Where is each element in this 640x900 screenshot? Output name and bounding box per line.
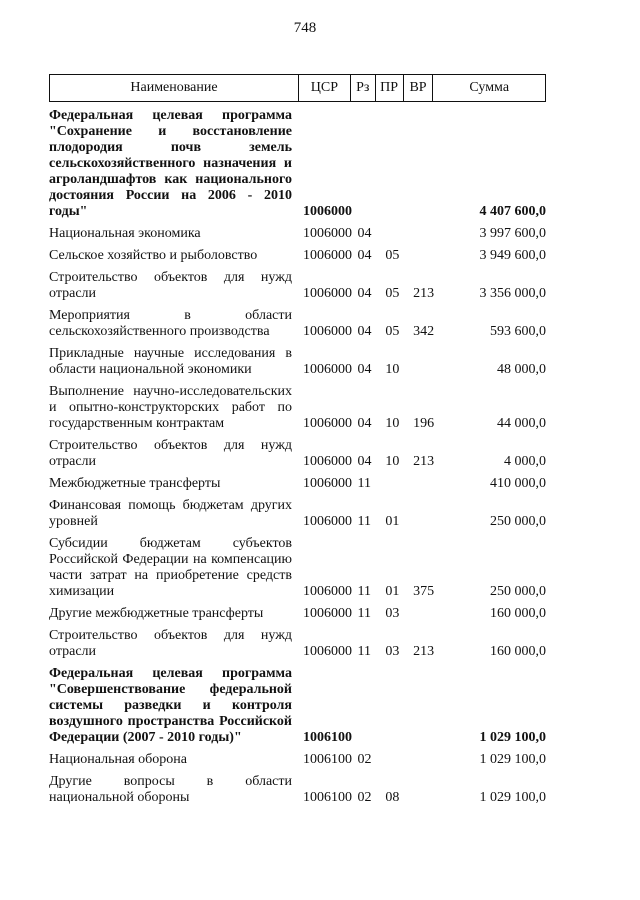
cell-csr: 1006000	[303, 644, 352, 659]
header-vr: ВР	[403, 75, 433, 101]
cell-rz: 11	[357, 514, 372, 529]
cell-pr: 01	[385, 584, 400, 599]
table-row	[49, 536, 546, 600]
cell-sum: 250 000,0	[489, 584, 546, 599]
table-row	[49, 308, 546, 340]
header-rz: Рз	[350, 75, 375, 101]
cell-rz: 04	[357, 416, 372, 431]
cell-pr: 05	[385, 286, 400, 301]
cell-csr: 1006000	[303, 204, 352, 219]
cell-pr: 10	[385, 416, 400, 431]
cell-csr: 1006000	[303, 606, 352, 621]
cell-vr: 196	[413, 416, 435, 431]
cell-sum: 44 000,0	[496, 416, 546, 431]
cell-name: Другие вопросы в области национальной обороны	[49, 774, 292, 805]
header-csr: ЦСР	[298, 75, 350, 101]
header-name: Наименование	[130, 80, 218, 95]
cell-pr: 01	[385, 514, 400, 529]
cell-rz: 04	[357, 226, 372, 241]
cell-pr: 03	[385, 606, 400, 621]
cell-name: Мероприятия в области сельскохозяйственного производства	[49, 308, 292, 339]
cell-sum: 48 000,0	[496, 362, 546, 377]
cell-vr: 213	[413, 454, 435, 469]
table-row	[49, 384, 546, 432]
cell-rz: 11	[357, 644, 372, 659]
cell-sum: 160 000,0	[489, 606, 546, 621]
header-sum: Сумма	[432, 75, 545, 101]
cell-pr: 08	[385, 790, 400, 805]
cell-rz: 11	[357, 606, 372, 621]
cell-sum: 160 000,0	[489, 644, 546, 659]
budget-table	[49, 74, 546, 812]
cell-rz: 04	[357, 324, 372, 339]
cell-csr: 1006000	[303, 514, 352, 529]
cell-csr: 1006000	[303, 584, 352, 599]
program-row	[49, 666, 546, 746]
cell-csr: 1006000	[303, 362, 352, 377]
cell-sum: 593 600,0	[489, 324, 546, 339]
table-row	[49, 476, 546, 492]
cell-csr: 1006000	[303, 416, 352, 431]
cell-vr: 213	[413, 644, 435, 659]
cell-vr: 375	[413, 584, 435, 599]
cell-rz: 04	[357, 362, 372, 377]
cell-csr: 1006000	[303, 248, 352, 263]
table-row	[49, 498, 546, 530]
cell-sum: 1 029 100,0	[479, 752, 546, 767]
cell-rz: 11	[357, 476, 372, 491]
table-row	[49, 628, 546, 660]
cell-rz: 02	[357, 752, 372, 767]
cell-sum: 3 356 000,0	[479, 286, 546, 301]
cell-name: Другие межбюджетные трансферты	[49, 606, 264, 621]
cell-sum: 410 000,0	[489, 476, 546, 491]
table-row	[49, 438, 546, 470]
cell-sum: 4 000,0	[503, 454, 546, 469]
cell-pr: 10	[385, 362, 400, 377]
table-row	[49, 270, 546, 302]
table-row	[49, 346, 546, 378]
cell-name: Межбюджетные трансферты	[49, 476, 221, 491]
cell-rz: 02	[357, 790, 372, 805]
cell-csr: 1006000	[303, 226, 352, 241]
cell-csr: 1006000	[303, 286, 352, 301]
cell-pr: 05	[385, 248, 400, 263]
table-body	[49, 102, 546, 806]
cell-rz: 04	[357, 248, 372, 263]
cell-sum: 4 407 600,0	[479, 204, 546, 219]
cell-csr: 1006000	[303, 476, 352, 491]
cell-pr: 05	[385, 324, 400, 339]
table-row	[49, 248, 546, 264]
cell-name: Строительство объектов для нужд отрасли	[49, 628, 292, 659]
cell-name: Финансовая помощь бюджетам других уровней	[49, 498, 292, 529]
cell-sum: 250 000,0	[489, 514, 546, 529]
table-row	[49, 606, 546, 622]
cell-csr: 1006100	[303, 752, 352, 767]
table-row	[49, 774, 546, 806]
page-number: 748	[293, 20, 317, 36]
cell-csr: 1006000	[303, 324, 352, 339]
cell-name: Строительство объектов для нужд отрасли	[49, 270, 292, 301]
cell-name: Строительство объектов для нужд отрасли	[49, 438, 292, 469]
table-row	[49, 752, 546, 768]
cell-name: Субсидии бюджетам субъектов Российской Федерации на компенсацию части затрат на приобретение средств химизации	[49, 536, 292, 599]
cell-pr: 03	[385, 644, 400, 659]
header-pr: ПР	[375, 75, 403, 101]
cell-sum: 3 949 600,0	[479, 248, 546, 263]
table-header	[49, 74, 546, 102]
cell-vr: 342	[413, 324, 435, 339]
cell-rz: 04	[357, 286, 372, 301]
cell-csr: 1006100	[303, 730, 352, 745]
cell-pr: 10	[385, 454, 400, 469]
cell-sum: 3 997 600,0	[479, 226, 546, 241]
cell-name: Сельское хозяйство и рыболовство	[49, 248, 258, 263]
cell-rz: 04	[357, 454, 372, 469]
cell-rz: 11	[357, 584, 372, 599]
cell-name: Национальная экономика	[49, 226, 201, 241]
cell-name: Федеральная целевая программа "Сохранение и восстановление плодородия почв земель сельскохозяйственного назначения и агроландшафтов как национального достояния России на 2006 - 2010 годы"	[49, 108, 292, 219]
cell-sum: 1 029 100,0	[479, 790, 546, 805]
cell-csr: 1006000	[303, 454, 352, 469]
cell-name: Федеральная целевая программа "Совершенствование федеральной системы разведки и контроля воздушного пространства Российской Федерации (2007 - 2010 годы)"	[49, 666, 292, 745]
cell-name: Прикладные научные исследования в области национальной экономики	[49, 346, 292, 377]
table-row	[49, 226, 546, 242]
cell-name: Национальная оборона	[49, 752, 187, 767]
cell-name: Выполнение научно-исследовательских и опытно-конструкторских работ по государственным контрактам	[49, 384, 292, 431]
cell-csr: 1006100	[303, 790, 352, 805]
cell-sum: 1 029 100,0	[479, 730, 546, 745]
cell-vr: 213	[413, 286, 435, 301]
program-row	[49, 108, 546, 220]
